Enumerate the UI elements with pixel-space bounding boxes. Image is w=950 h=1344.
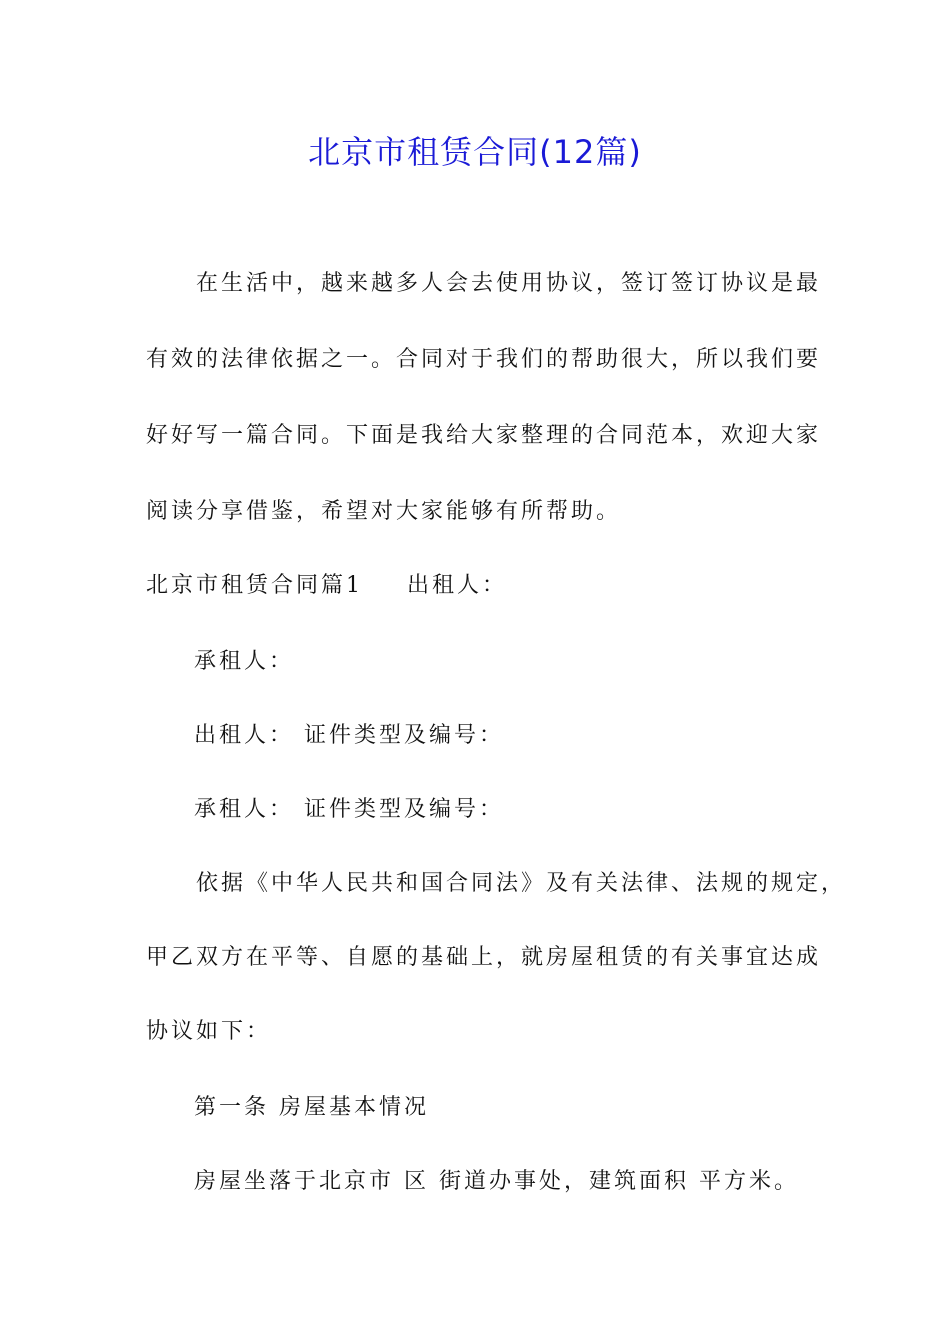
lessee-label: 承租人： (194, 649, 295, 674)
intro-line-3: 好好写一篇合同。下面是我给大家整理的合同范本，欢迎大家 (146, 423, 822, 448)
lessor-id-line: 出租人： 证件类型及编号： (194, 723, 504, 748)
lessee-id-line: 承租人： 证件类型及编号： (194, 797, 504, 822)
basis-line-2: 甲乙双方在平等、自愿的基础上，就房屋租赁的有关事宜达成 (146, 945, 822, 970)
article-1-text: 房屋坐落于北京市 区 街道办事处，建筑面积 平方米。 (194, 1169, 799, 1194)
basis-line-1: 依据《中华人民共和国合同法》及有关法律、法规的规定， (196, 871, 847, 896)
document-title: 北京市租赁合同(12篇) (308, 133, 642, 171)
basis-line-3: 协议如下： (146, 1019, 272, 1044)
intro-line-1: 在生活中，越来越多人会去使用协议，签订签订协议是最 (196, 271, 822, 296)
article-1-title: 第一条 房屋基本情况 (194, 1095, 429, 1120)
intro-line-4: 阅读分享借鉴，希望对大家能够有所帮助。 (146, 499, 622, 524)
intro-line-2: 有效的法律依据之一。合同对于我们的帮助很大，所以我们要 (146, 347, 822, 372)
lessor-label: 出租人： (407, 573, 508, 598)
section-heading: 北京市租赁合同篇1 (146, 573, 363, 598)
section-heading-line (146, 569, 507, 603)
